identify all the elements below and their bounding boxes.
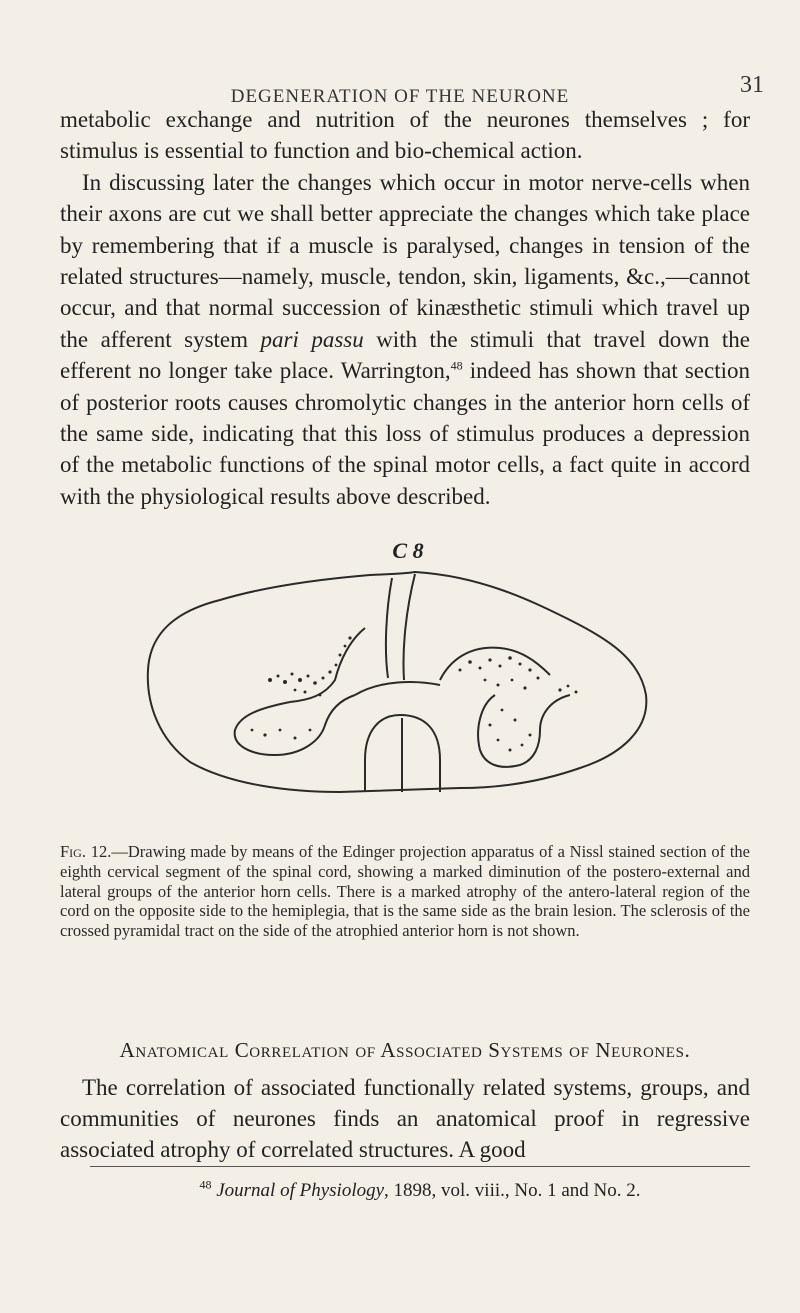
footnote-number: 48: [199, 1177, 212, 1192]
page-number: 31: [740, 72, 764, 98]
posterior-septum: [386, 578, 392, 678]
body-text: [60, 104, 750, 512]
running-head: DEGENERATION OF THE NEURONE: [230, 86, 570, 107]
footnote-divider: [90, 1166, 750, 1167]
footnote-details: , 1898, vol. viii., No. 1 and No. 2.: [384, 1180, 641, 1201]
segment-label: C 8: [392, 538, 424, 563]
figure-caption: [60, 842, 750, 941]
central-commissure: [355, 682, 440, 695]
right-posterior-horn: [440, 648, 550, 680]
left-anterior-horn: [235, 695, 355, 755]
section-heading: Anatomical Correlation of Associated Systems of Neurones.: [119, 1038, 691, 1062]
figure-caption-label: Fig. 12.: [60, 842, 112, 861]
left-posterior-horn: [290, 628, 365, 702]
cell-stipple: [251, 636, 578, 751]
footnote: [90, 1177, 750, 1202]
figure-caption-text: —Drawing made by means of the Edinger projection apparatus of a Nissl stained section of the eighth cervical segment of the spinal cord, showing a marked diminution of the postero-external and lateral groups of the anterior horn cells. There is a marked atrophy of the antero-lateral region of the cord on the opposite side to the hemiplegia, that is the same side as the brain lesion. The sclerosis of the crossed pyramidal tract on the side of the atrophied anterior horn is not shown.: [60, 842, 750, 941]
paragraph-2-part-a: In discussing later the changes which occur in motor nerve-cells when their axons are cut we shall better appreciate the changes which take place by remembering that if a muscle is paralysed, changes in tension of the related structures—namely, muscle, tendon, skin, ligaments, &c.,—cannot occur, and that normal succession of kinæsthetic stimuli which travel up the afferent system: [60, 169, 750, 352]
paragraph-2-part-b: with the stimuli that travel down the efferent no longer take place. Warrington,: [60, 326, 750, 384]
right-anterior-horn: [478, 695, 570, 767]
paragraph-1: metabolic exchange and nutrition of the neurones themselves ; for stimulus is essential to function and bio-chemical action.: [60, 107, 750, 164]
section-paragraph: The correlation of associated functionally related systems, groups, and communities of neurones finds an anatomical proof in regressive associated atrophy of correlated structures. A good: [60, 1075, 750, 1162]
posterior-septum-right: [403, 574, 415, 680]
paragraph-2-part-c: indeed has shown that section of posterior roots causes chromolytic changes in the anterior horn cells of the same side, indicating that this loss of stimulus produces a depression of the metabolic functions of the spinal motor cells, a fact quite in accord with the physiological results above described.: [60, 358, 750, 509]
paragraph-2: [60, 167, 750, 512]
footnote-reference[interactable]: 48: [450, 358, 463, 373]
spinal-cord-section-drawing: [140, 530, 660, 800]
paragraph-2-italic: pari passu: [260, 326, 364, 352]
footnote-journal: Journal of Physiology: [216, 1180, 385, 1201]
spinal-cord-figure: [140, 530, 660, 800]
